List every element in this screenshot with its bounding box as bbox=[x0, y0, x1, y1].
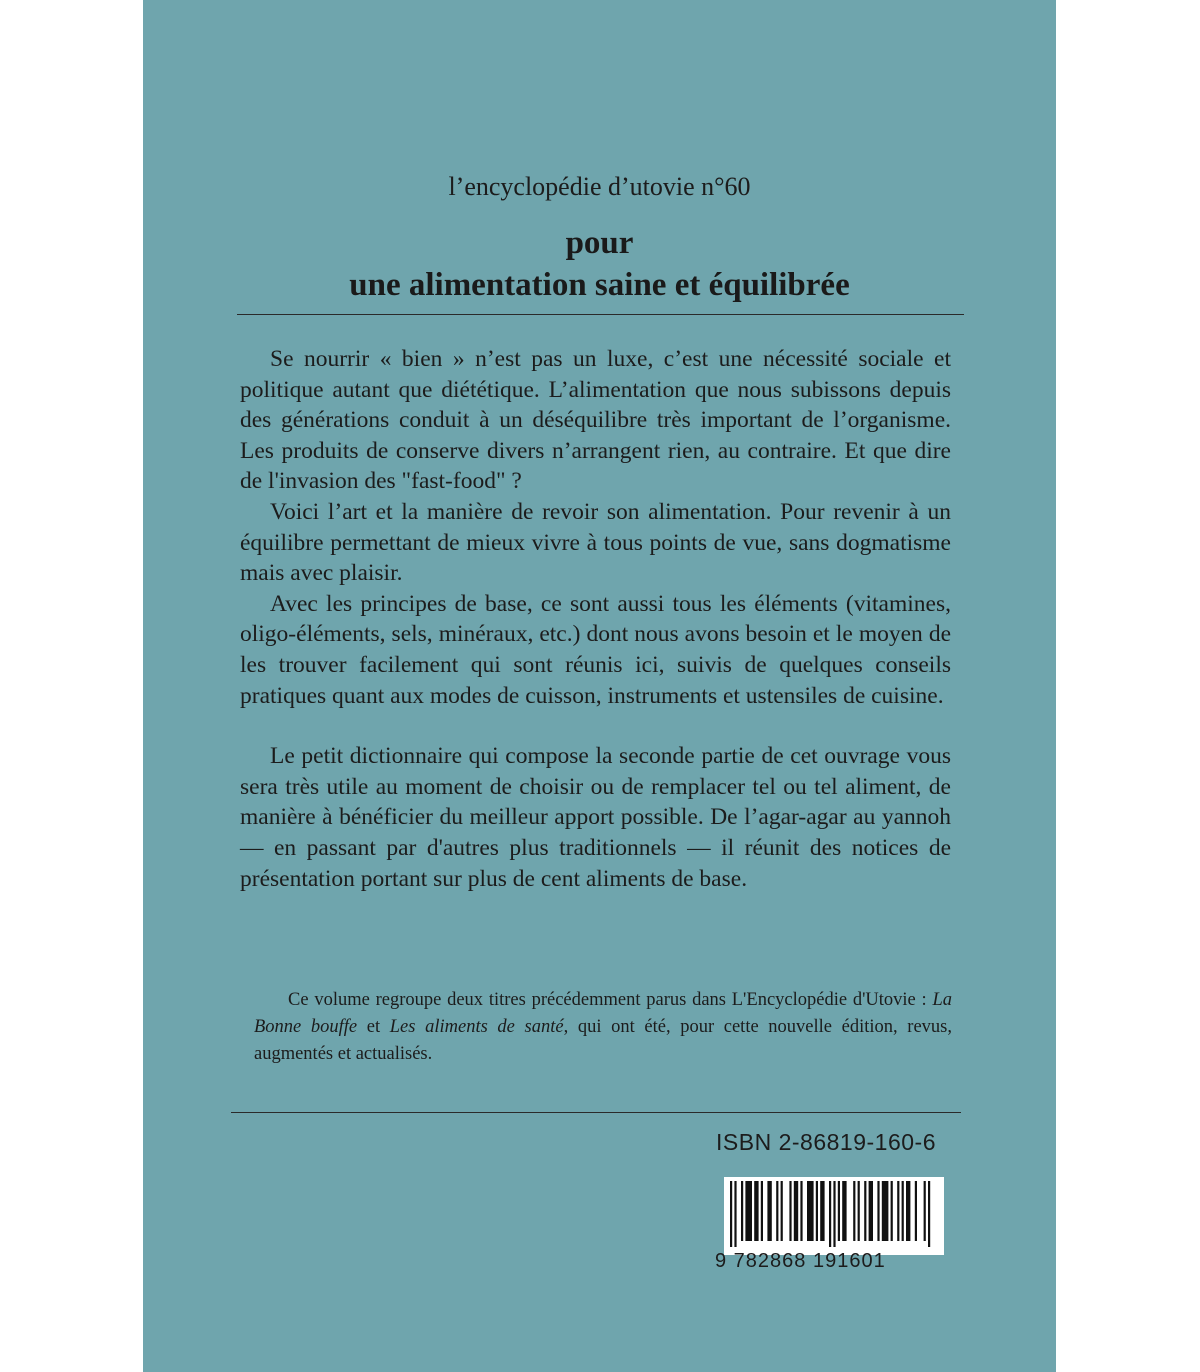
edition-note-text bbox=[254, 987, 952, 1068]
barcode-bar bbox=[858, 1181, 860, 1241]
note-book-1: La Bonne bouffe bbox=[254, 990, 952, 1037]
blurb-paragraph-4: Le petit dictionnaire qui compose la seconde partie de cet ouvrage vous sera très utile au moment de choisir ou de remplacer tel ou tel aliment, de manière à bénéficier du meilleur apport possible. De l’agar-agar au yannoh — en passant par d'autres plus traditionnels — il réunit des notices de présentation portant sur plus de cent aliments de base. bbox=[240, 743, 951, 892]
note-part-2: et bbox=[357, 1017, 390, 1037]
barcode-bar bbox=[767, 1181, 771, 1241]
blurb bbox=[240, 344, 951, 894]
barcode-bar bbox=[833, 1181, 835, 1247]
barcode-bar bbox=[789, 1181, 791, 1241]
top-divider bbox=[237, 314, 964, 315]
barcode-bar bbox=[869, 1181, 873, 1241]
barcode-bar bbox=[838, 1181, 840, 1241]
barcode-bar bbox=[902, 1181, 904, 1241]
note-book-2: Les aliments de santé bbox=[389, 1017, 564, 1037]
title-line-2: une alimentation saine et équilibrée bbox=[349, 267, 850, 303]
barcode-bar bbox=[730, 1181, 732, 1247]
barcode-bar bbox=[794, 1181, 798, 1241]
barcode bbox=[724, 1177, 944, 1255]
barcode-bar bbox=[776, 1181, 778, 1241]
barcode-bar bbox=[915, 1181, 917, 1241]
barcode-bar bbox=[853, 1181, 855, 1241]
isbn-label: ISBN 2-86819-160-6 bbox=[716, 1129, 936, 1155]
barcode-bar bbox=[820, 1181, 824, 1241]
barcode-bar bbox=[734, 1181, 736, 1247]
barcode-bar bbox=[928, 1181, 930, 1247]
barcode-bar bbox=[745, 1181, 752, 1241]
barcode-bar bbox=[800, 1181, 802, 1241]
barcode-bar bbox=[761, 1181, 763, 1241]
barcode-bar bbox=[906, 1181, 910, 1241]
barcode-bar bbox=[877, 1181, 879, 1241]
barcode-bar bbox=[882, 1181, 889, 1241]
blurb-paragraph-1: Se nourrir « bien » n’est pas un luxe, c’est une nécessité sociale et politique autant que diététique. L’alimentation que nous subissons depuis des générations conduit à un déséquilibre très important de l’organisme. Les produits de conserve divers n’arrangent rien, au contraire. Et que dire de l'invasion des "fast-food" ? bbox=[240, 346, 951, 495]
barcode-bars-icon bbox=[730, 1181, 938, 1247]
series-label: l’encyclopédie d’utovie n°60 bbox=[448, 172, 751, 201]
edition-note bbox=[254, 987, 952, 1068]
barcode-bar bbox=[924, 1181, 926, 1241]
barcode-bar bbox=[781, 1181, 783, 1241]
barcode-bar bbox=[829, 1181, 831, 1247]
book-title bbox=[143, 222, 1056, 306]
blurb-paragraph-3: Avec les principes de base, ce sont aussi tous les éléments (vitamines, oligo-éléments, sels, minéraux, etc.) dont nous avons besoin et le moyen de les trouver facilement qui sont réunis ici, suivis de quelques conseils pratiques quant aux modes de cuisson, instruments et ustensiles de cuisine. bbox=[240, 590, 951, 709]
barcode-bar bbox=[807, 1181, 814, 1241]
barcode-bar bbox=[891, 1181, 893, 1241]
title-line-1: pour bbox=[565, 225, 634, 261]
barcode-bar bbox=[864, 1181, 866, 1241]
book-back-cover bbox=[143, 0, 1056, 1372]
barcode-bar bbox=[741, 1181, 743, 1241]
barcode-bar bbox=[842, 1181, 846, 1241]
note-part-1: Ce volume regroupe deux titres précédemment parus dans L'Encyclopédie d'Utovie : bbox=[288, 990, 933, 1010]
ean-number: 9 782868 191601 bbox=[715, 1250, 886, 1272]
barcode-bar bbox=[816, 1181, 818, 1241]
bottom-divider bbox=[231, 1112, 961, 1113]
barcode-bar bbox=[754, 1181, 758, 1241]
note-part-3: , qui ont été, pour cette nouvelle édition, revus, augmentés et actualisés. bbox=[254, 1017, 952, 1064]
blurb-paragraph-2: Voici l’art et la manière de revoir son alimentation. Pour revenir à un équilibre permettant de mieux vivre à tous points de vue, sans dogmatisme mais avec plaisir. bbox=[240, 498, 951, 587]
barcode-bar bbox=[897, 1181, 899, 1241]
